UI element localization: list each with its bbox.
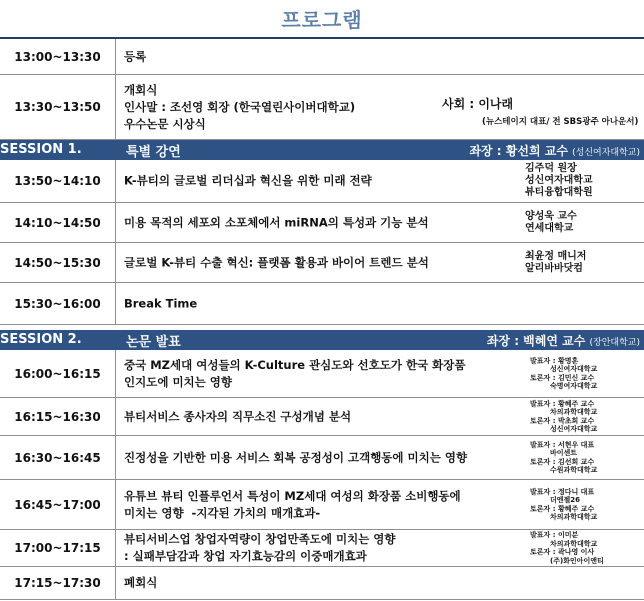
speaker-line: 차의과학대학교 <box>550 408 598 416</box>
program-row <box>0 530 644 567</box>
program-row <box>0 243 644 283</box>
speaker-line: (주)화인아이앤티 <box>550 556 604 565</box>
program-item-block <box>124 488 461 522</box>
speaker-line: 토론자 : 김선희 교수 <box>530 457 595 466</box>
program-row <box>0 203 644 243</box>
program-item-block <box>124 357 466 391</box>
time-cell: 13:50~14:10 <box>14 174 101 188</box>
program-row <box>0 350 644 398</box>
column-divider <box>115 75 116 139</box>
speaker-line: 수원과학대학교 <box>550 466 598 474</box>
program-line: 뷰티서비스업 창업자역량이 창업만족도에 미치는 영향 <box>124 532 396 546</box>
speaker-line: 성신여자대학교 <box>550 425 598 433</box>
column-divider <box>115 530 116 566</box>
speaker-line: 성신여자대학교 <box>525 175 593 186</box>
speaker-line: 더엔젤26 <box>550 496 581 504</box>
speaker-line: 발표자 : 서현우 대표 <box>530 440 595 449</box>
speaker-line: 차의과학대학교 <box>550 539 598 548</box>
speaker-line: 양성욱 교수 <box>525 210 577 222</box>
speaker-block <box>530 357 597 391</box>
speaker-line: 발표자 : 정다니 대표 <box>530 487 595 496</box>
mc-note: (뉴스테이지 대표/ 전 SBS광주 아나운서) <box>482 117 639 127</box>
time-cell: 13:30~13:50 <box>14 100 101 114</box>
session-chair <box>469 142 640 159</box>
program-item-block <box>124 82 355 133</box>
time-cell: 14:50~15:30 <box>14 255 101 270</box>
time-cell: 14:10~14:50 <box>14 215 101 230</box>
column-divider <box>115 203 116 242</box>
session-topic: 특별 강연 <box>126 145 181 160</box>
chair-name: 좌장 : 백혜연 교수 <box>486 334 586 348</box>
program-item: K-뷰티의 글로벌 리더십과 혁신을 위한 미래 전략 <box>124 173 372 188</box>
program-item: 미용 목적의 세포외 소포체에서 miRNA의 특성과 기능 분석 <box>124 215 429 229</box>
session-chair <box>487 332 640 349</box>
program-item: 글로벌 K-뷰티 수출 혁신: 플랫폼 활용과 바이어 트렌드 분석 <box>124 255 429 269</box>
page-title: 프로그램 <box>281 8 363 32</box>
speaker-line: 숙명여자대학교 <box>550 382 598 390</box>
column-divider <box>115 243 116 282</box>
session-header <box>0 140 644 160</box>
program-item-block <box>124 531 396 565</box>
time-cell: 15:30~16:00 <box>14 296 101 311</box>
program-row <box>0 480 644 530</box>
column-divider <box>115 350 116 397</box>
speaker-line: 발표자 : 이미분 <box>530 531 579 539</box>
column-divider <box>115 567 116 599</box>
speaker-line: 성신여자대학교 <box>550 365 598 373</box>
program-row <box>0 398 644 436</box>
speaker-line: 알리바바닷컴 <box>525 262 583 274</box>
time-cell: 16:30~16:45 <box>14 450 101 465</box>
chair-org: (장안대학교) <box>589 338 640 348</box>
speaker-block <box>525 211 577 235</box>
program-item: Break Time <box>124 296 198 310</box>
speaker-line: 토론자 : 곽나영 이사 <box>530 548 595 556</box>
column-divider <box>115 436 116 479</box>
program-row <box>0 160 644 203</box>
program-line: 우수논문 시상식 <box>124 117 206 131</box>
program-line: 인사말 : 조선영 회장 (한국열린사이버대학교) <box>124 100 356 114</box>
speaker-line: 토론자 : 김민신 교수 <box>530 373 595 382</box>
speaker-line: 발표자 : 황혜주 교수 <box>530 399 595 408</box>
column-divider <box>115 398 116 435</box>
program-line: 개회식 <box>124 83 158 97</box>
time-cell: 16:15~16:30 <box>14 409 101 424</box>
program-line: 인지도에 미치는 영향 <box>124 374 232 389</box>
speaker-line: 뷰티융합대학원 <box>525 187 593 198</box>
speaker-line: 최윤정 매니저 <box>525 250 587 262</box>
program-row <box>0 567 644 600</box>
column-divider <box>115 160 116 202</box>
speaker-line: 연세대학교 <box>525 222 574 234</box>
speaker-line: 발표자 : 황명훈 <box>530 356 579 365</box>
program-item: 뷰티서비스 종사자의 직무소진 구성개념 분석 <box>124 409 352 423</box>
program-line: 미치는 영향 -지각된 가치의 매개효과- <box>124 505 321 520</box>
speaker-line: 토론자 : 박초희 교수 <box>530 416 595 425</box>
program-row <box>0 75 644 140</box>
chair-name: 좌장 : 황선희 교수 <box>469 144 568 158</box>
session-label: SESSION 1. <box>0 142 82 157</box>
program-row <box>0 39 644 75</box>
column-divider <box>115 283 116 324</box>
time-cell: 13:00~13:30 <box>14 49 101 64</box>
time-cell: 17:15~17:30 <box>14 576 101 590</box>
program-item: 등록 <box>124 49 147 63</box>
time-cell: 16:00~16:15 <box>14 366 101 381</box>
session-topic: 논문 발표 <box>126 335 181 350</box>
program-item: 진정성을 기반한 미용 서비스 회복 공정성이 고객행동에 미치는 영향 <box>124 450 468 464</box>
program-line: : 실패부담감과 창업 자기효능감의 이중매개효과 <box>124 549 367 563</box>
speaker-block <box>525 163 593 199</box>
speaker-block <box>530 400 597 434</box>
speaker-block <box>530 531 604 565</box>
speaker-block <box>525 251 586 275</box>
speaker-block <box>530 488 597 522</box>
program-row <box>0 283 644 325</box>
time-cell: 17:00~17:15 <box>14 541 101 555</box>
speaker-block <box>530 441 597 475</box>
program-line: 중국 MZ세대 여성들의 K-Culture 관심도와 선호도가 한국 화장품 <box>124 357 466 372</box>
session-label: SESSION 2. <box>0 332 82 347</box>
speaker-line: 김주덕 원장 <box>525 163 577 174</box>
program-item: 폐회식 <box>124 575 158 590</box>
column-divider <box>115 480 116 529</box>
time-cell: 16:45~17:00 <box>14 497 101 512</box>
chair-org: (성신여자대학교) <box>572 148 640 158</box>
column-divider <box>115 39 116 74</box>
speaker-line: 차의과학대학교 <box>550 513 598 521</box>
speaker-line: 바이센트 <box>550 449 578 457</box>
session-header <box>0 330 644 350</box>
program-row <box>0 436 644 480</box>
program-line: 유튜브 뷰티 인플루언서 특성이 MZ세대 여성의 화장품 소비행동에 <box>124 488 461 503</box>
speaker-line: 토론자 : 황혜주 교수 <box>530 504 595 513</box>
mc-name: 사회 : 이나래 <box>442 97 514 111</box>
